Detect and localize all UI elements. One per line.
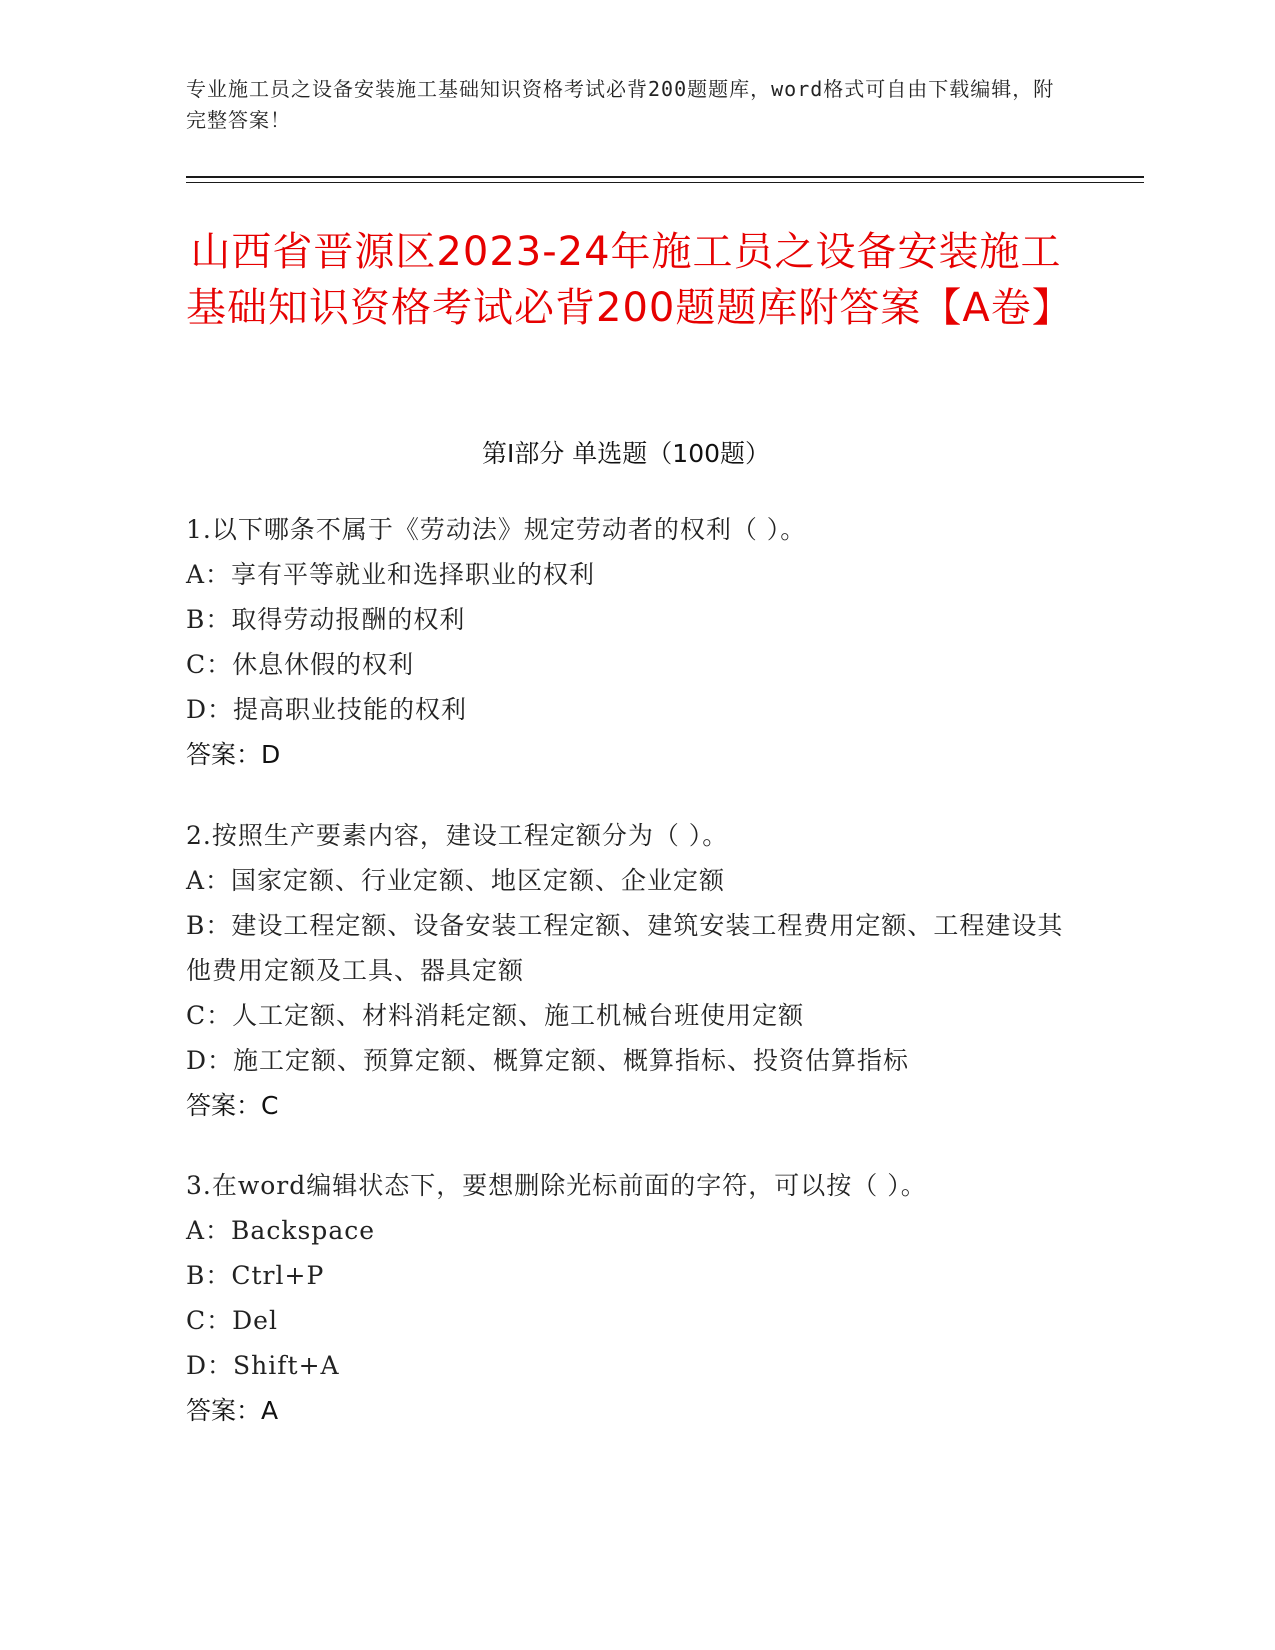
question-3 [186,1163,1086,1433]
option-a: A：Backspace [186,1216,376,1245]
option-c: C：人工定额、材料消耗定额、施工机械台班使用定额 [186,1001,805,1030]
header-note: 专业施工员之设备安装施工基础知识资格考试必背200题题库，word格式可自由下载编辑，附完整答案！ [186,77,1055,132]
question-2 [186,813,1086,1128]
option-d: D：施工定额、预算定额、概算定额、概算指标、投资估算指标 [186,1046,910,1075]
answer-value: C [261,1091,279,1120]
question-1 [186,507,1086,777]
answer-line [186,732,1086,777]
option-c: C：Del [186,1306,278,1335]
answer-label: 答案： [186,1396,262,1425]
header-divider-thin [186,182,1144,183]
option-d: D：Shift+A [186,1351,340,1380]
option-a: A：享有平等就业和选择职业的权利 [186,560,596,589]
option-a: A：国家定额、行业定额、地区定额、企业定额 [186,866,726,895]
question-stem: 1.以下哪条不属于《劳动法》规定劳动者的权利（ ）。 [186,515,807,544]
question-stem: 3.在word编辑状态下，要想删除光标前面的字符，可以按（ ）。 [186,1171,927,1200]
option-b: B：Ctrl+P [186,1261,325,1290]
answer-line [186,1083,1086,1128]
header-divider-thick [186,176,1144,178]
answer-value: A [261,1396,279,1425]
option-b: B：建设工程定额、设备安装工程定额、建筑安装工程费用定额、工程建设其他费用定额及工具、器具定额 [186,911,1064,985]
option-c: C：休息休假的权利 [186,650,415,679]
document-title: 山西省晋源区2023-24年施工员之设备安装施工基础知识资格考试必背200题题库附答案【A卷】 [186,229,1073,331]
answer-value: D [261,740,281,769]
answer-label: 答案： [186,740,262,769]
question-stem: 2.按照生产要素内容，建设工程定额分为（ ）。 [186,821,729,850]
answer-line [186,1388,1086,1433]
option-d: D：提高职业技能的权利 [186,695,468,724]
option-b: B：取得劳动报酬的权利 [186,605,466,634]
section-title: 第I部分 单选题（100题） [481,439,771,468]
answer-label: 答案： [186,1091,262,1120]
